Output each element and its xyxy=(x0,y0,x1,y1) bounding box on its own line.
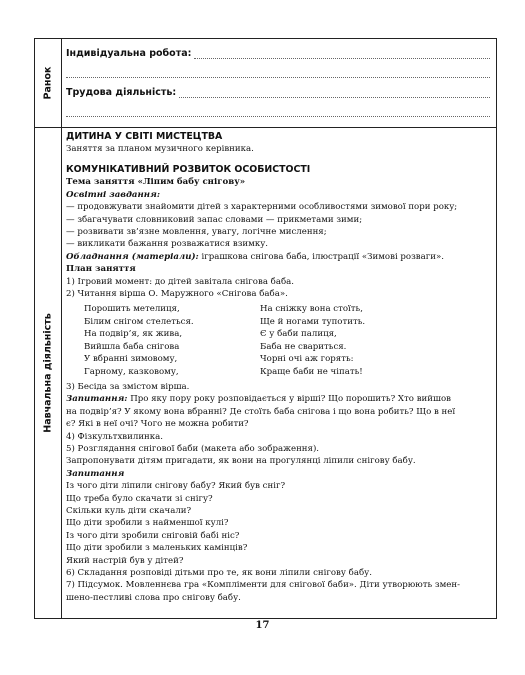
task-item: — викликати бажання розважатися взимку. xyxy=(66,239,268,250)
questions-2-label: Запитання xyxy=(66,468,125,479)
poem-line: На сніжку вона стоїть, xyxy=(260,304,363,315)
poem-line: Краще баби не чіпать! xyxy=(260,366,363,377)
individual-work-blank-2 xyxy=(66,59,490,78)
task-item: — продовжувати знайомити дітей з характерними особливостями зимової пори року; xyxy=(66,202,458,213)
questions-label: Запитання: xyxy=(66,394,128,405)
question-item: Скільки куль діти скачали? xyxy=(66,505,192,516)
poem-line: У вбранні зимовому, xyxy=(84,354,178,365)
art-heading: ДИТИНА У СВІТІ МИСТЕЦТВА xyxy=(66,131,223,142)
morning-row xyxy=(34,39,497,128)
teaching-side-cell xyxy=(34,128,62,618)
labor-label: Трудова діяльність: xyxy=(66,87,177,98)
plan-item-6: 6) Складання розповіді дітьми про те, як вони ліпили снігову бабу. xyxy=(66,568,372,578)
plan-item-7-line-1: 7) Підсумок. Мовленнєва гра «Компліменти для снігової баби». Діти утворюють змен- xyxy=(66,580,461,591)
poem-line: Ще й ногами тупотить. xyxy=(260,316,366,327)
comm-heading: КОМУНІКАТИВНИЙ РОЗВИТОК ОСОБИСТОСТІ xyxy=(66,164,311,176)
teaching-label: Навчальна діяльність xyxy=(42,313,54,433)
plan-item-7-line-2: шено-пестливі слова про снігову бабу. xyxy=(66,592,241,603)
labor-line xyxy=(66,82,490,98)
poem-line: Білим снігом стелеться. xyxy=(84,316,194,327)
equipment-label: Обладнання (матеріали): xyxy=(66,251,199,262)
poem-line: На подвір’я, як жива, xyxy=(84,329,183,340)
question-item: Що діти зробили з маленьких камінців? xyxy=(66,543,248,554)
lesson-topic: Тема заняття «Ліпим бабу снігову» xyxy=(66,177,246,188)
morning-label: Ранок xyxy=(42,66,54,100)
poem-line: Чорні очі аж горять: xyxy=(260,354,354,365)
page-number: 17 xyxy=(255,620,270,631)
tasks-label: Освітні завдання: xyxy=(66,189,161,200)
question-item: Який настрій був у дітей? xyxy=(66,555,184,566)
poem-line: Гарному, казковому, xyxy=(84,366,179,377)
plan-item-4: 4) Фізкультхвилинка. xyxy=(66,431,163,442)
equipment-line xyxy=(66,251,490,263)
art-note: Заняття за планом музичного керівника. xyxy=(66,144,254,154)
plan-item-5: 5) Розглядання снігової баби (макета або зображення). xyxy=(66,443,320,454)
morning-side-cell xyxy=(34,39,62,127)
poem-line: Вийшла баба снігова xyxy=(84,341,180,352)
questions-line-2: на подвір’я? У якому вона вбранні? Де стоїть баба снігова і що вона робить? Що в неї xyxy=(66,406,456,417)
individual-work-label: Індивідуальна робота: xyxy=(66,48,192,59)
questions-text: Про яку пору року розповідається у вірші? Що порошить? Хто вийшов xyxy=(127,394,451,405)
question-item: Що діти зробили з найменшої кулі? xyxy=(66,518,229,529)
individual-work-blank xyxy=(194,48,490,59)
poem xyxy=(66,303,490,377)
question-item: Із чого діти зробили сніговій бабі ніс? xyxy=(66,530,240,541)
poem-right-column xyxy=(260,303,436,377)
plan-item-1: 1) Ігровий момент: до дітей завітала снігова баба. xyxy=(66,276,294,287)
labor-blank-2 xyxy=(66,98,490,117)
question-item: Що треба було скачати зі снігу? xyxy=(66,493,213,504)
plan-item-3: 3) Бесіда за змістом вірша. xyxy=(66,381,190,392)
questions-line-3: є? Які в неї очі? Чого не можна робити? xyxy=(66,419,249,430)
morning-content xyxy=(62,39,497,127)
plan-item-2: 2) Читання вірша О. Маружного «Снігова баба». xyxy=(66,289,288,300)
plan-item-5-note: Запропонувати дітям пригадати, як вони на прогулянці ліпили снігову бабу. xyxy=(66,456,416,467)
plan-label: План заняття xyxy=(66,264,136,275)
task-item: — розвивати зв’язне мовлення, увагу, логічне мислення; xyxy=(66,227,327,238)
question-item: Із чого діти ліпили снігову бабу? Який був сніг? xyxy=(66,481,286,492)
teaching-row xyxy=(34,128,497,619)
poem-line: Порошить метелиця, xyxy=(84,304,180,315)
lesson-table xyxy=(34,38,497,619)
teaching-content xyxy=(62,128,497,618)
equipment-text: іграшкова снігова баба, ілюстрації «Зимові розваги». xyxy=(198,251,444,262)
labor-blank xyxy=(179,87,490,98)
poem-left-column xyxy=(84,303,260,377)
poem-line: Баба не свариться. xyxy=(260,341,347,352)
individual-work-line xyxy=(66,43,490,59)
poem-line: Є у баби палиця, xyxy=(260,329,337,340)
task-item: — збагачувати словниковий запас словами — прикметами зими; xyxy=(66,214,363,225)
questions-line-1 xyxy=(66,393,490,405)
